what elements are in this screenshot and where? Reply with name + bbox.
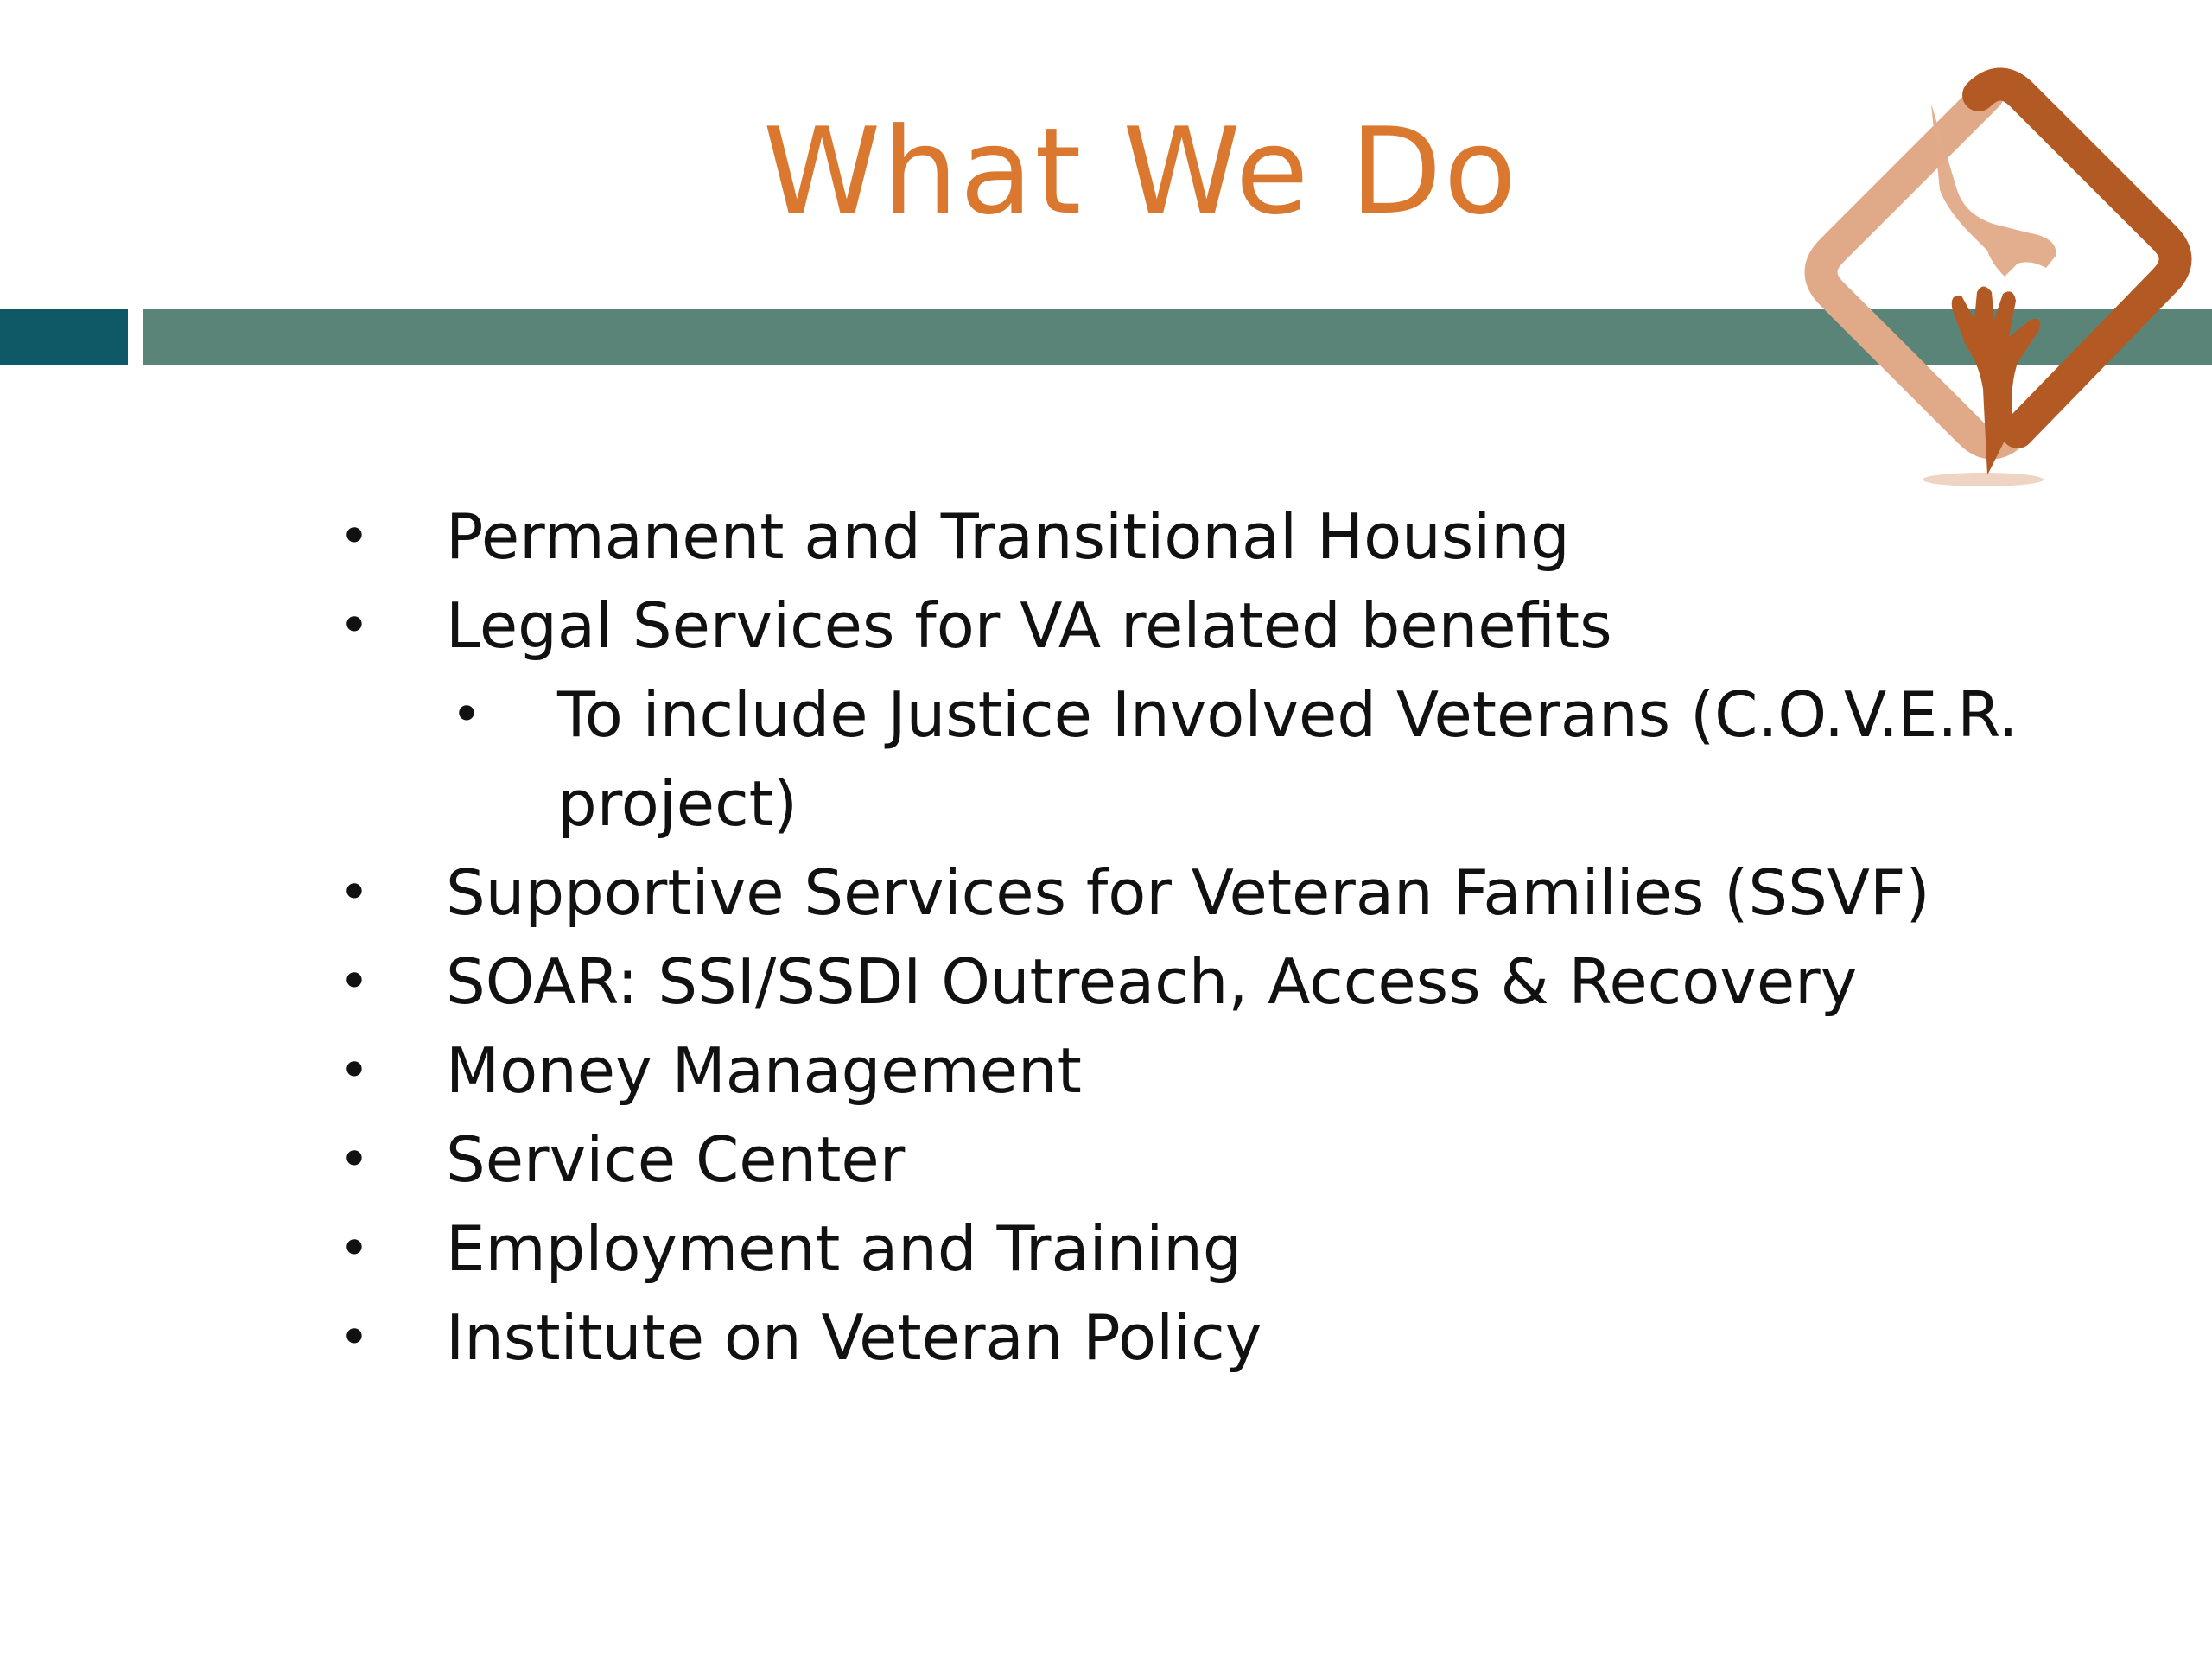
list-item xyxy=(328,493,2056,582)
list-item xyxy=(328,1116,2056,1205)
list-item-text: Permanent and Transitional Housing xyxy=(446,500,1570,573)
list-item-text: Supportive Services for Veteran Families (SSVF) xyxy=(446,856,1930,929)
list-item-text: Service Center xyxy=(446,1123,906,1196)
bullet-icon: • xyxy=(451,684,482,745)
list-item-text: Money Management xyxy=(446,1034,1082,1107)
slide-title: What We Do xyxy=(762,102,1519,241)
sub-list-item xyxy=(328,671,2056,849)
bullet-icon: • xyxy=(339,1307,370,1368)
bullet-icon: • xyxy=(339,1040,370,1101)
bullet-icon: • xyxy=(339,1129,370,1190)
list-item-text: To include Justice Involved Veterans (C.O.V.E.R. project) xyxy=(557,678,2018,840)
list-item-text: Employment and Training xyxy=(446,1212,1243,1285)
header-bar-accent xyxy=(0,309,128,365)
list-item xyxy=(328,1205,2056,1294)
list-item-text: Institute on Veteran Policy xyxy=(446,1301,1262,1374)
bullet-icon: • xyxy=(339,506,370,567)
bullet-list xyxy=(328,493,2056,1382)
list-item xyxy=(328,849,2056,938)
hands-reaching-diamond-logo xyxy=(1771,60,2195,493)
list-item xyxy=(328,1294,2056,1382)
list-item-text: SOAR: SSI/SSDI Outreach, Access & Recovery xyxy=(446,945,1858,1018)
list-item xyxy=(328,938,2056,1027)
list-item xyxy=(328,582,2056,671)
list-item-text: Legal Services for VA related benefits xyxy=(446,589,1612,662)
list-item xyxy=(328,1027,2056,1116)
bullet-icon: • xyxy=(339,595,370,656)
bullet-icon: • xyxy=(339,951,370,1012)
bullet-icon: • xyxy=(339,862,370,923)
bullet-icon: • xyxy=(339,1218,370,1279)
